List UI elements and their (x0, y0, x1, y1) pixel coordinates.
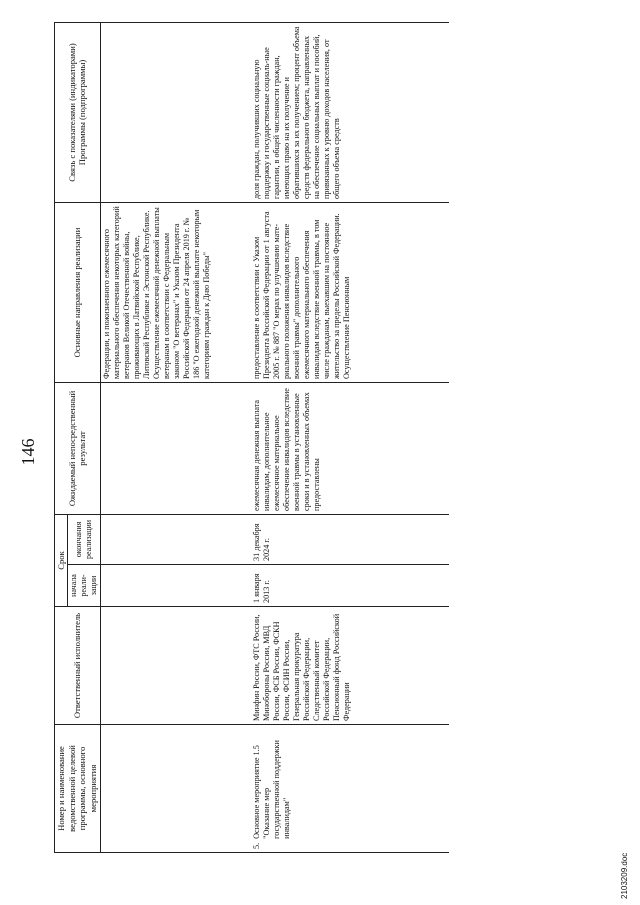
cell-directions: Федерации, и пожизненного ежемесячного материального обеспечения некоторых категорий ветеранов Великой Отечественной войны, проживающих в Латвийской Республике, Литовской Республике и Эстонской Республике. Осуществление ежемесячной денежной выплаты ветеранам в соответствии с Федеральным законом "О ветеранах" и Указом Президента Российской Федерации от 24 апреля 2019 г. № 186 "О ежегодной денежной выплате некоторым категориям граждан к Дню Победы" (100, 202, 251, 382)
header-term: Срок (55, 514, 68, 606)
cell-link: доля граждан, получивших социальную поддержку и государственные социаль-ные гарантии, в общей численности граждан, имеющих право на их получение и обратившихся за их получением; процент объема средств федерального бюджета, направленных на обеспечение социальных выплат и пособий, привязанных к уровню доходов населения, от общего объема средств (251, 22, 449, 202)
footer-doc-code: 2103209.doc (620, 852, 629, 899)
cell-number-name (100, 725, 251, 853)
row-name: Основное мероприятие 1.5 "Оказание мер государственной поддержки инвалидам" (251, 740, 291, 839)
cell-directions: предоставление в соответствии с Указом Президента Российской Федерации от 1 августа 2005 г. № 887 "О мерах по улучшению мате-риального положения инвалидов вследствие военной травмы" дополнительного ежемесячного материального обеспечения инвалидам вследствие военной травмы, в том числе гражданам, выехавшим на постоянное жительство за пределы Российской Федерации. Осуществление Пенсионным (251, 202, 449, 382)
header-main-directions: Основные направления реализации (55, 202, 101, 382)
header-number-name: Номер и наименование ведомственной целевой программы, основного мероприятия (55, 725, 101, 853)
header-responsible: Ответственный исполнитель (55, 607, 101, 725)
header-row (55, 22, 68, 852)
cell-responsible: Минфин России, ФТС России, Минобороны России, МВД России, ФСБ России, ФСКН России, ФСИН России, Генеральная прокуратура Российской Федерации, Следственный комитет Российской Федерации, Пенсионный фонд Российской Федерации (251, 607, 449, 725)
cell-number-name (251, 725, 449, 853)
header-expected-result: Ожидаемый непосредственный результат (55, 382, 101, 514)
table-row (100, 22, 251, 852)
cell-result: ежемесячная денежная выплата инвалидам, дополнительное ежемесячное материальное обеспечение инвалидов вследствие военной травмы в установленные сроки и в установленных объемах предоставлены (251, 382, 449, 514)
page-number: 146 (18, 438, 38, 466)
cell-start (100, 565, 251, 607)
table-row (251, 22, 449, 852)
header-term-start: начала реали-зации (68, 565, 100, 607)
program-table (54, 22, 449, 853)
cell-result (100, 382, 251, 514)
cell-link (100, 22, 251, 202)
header-term-end: окончания реализации (68, 514, 100, 564)
cell-responsible (100, 607, 251, 725)
cell-start: 1 января 2013 г. (251, 565, 449, 607)
header-link-indicators: Связь с показателями (индикаторами) Программы (подпрограммы) (55, 22, 101, 202)
row-number: 5. (251, 842, 261, 849)
cell-end: 31 декабря 2024 г. (251, 514, 449, 564)
cell-end (100, 514, 251, 564)
